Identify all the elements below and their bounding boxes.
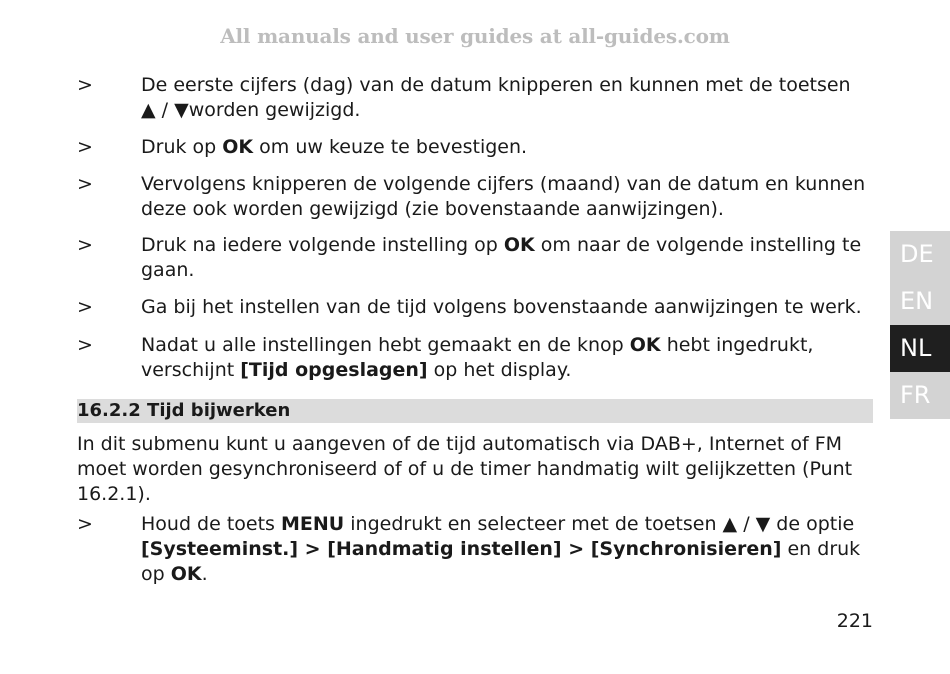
list-marker: > bbox=[77, 513, 93, 535]
list-item-text: Houd de toets MENU ingedrukt en selecteer met de toetsen ▲ / ▼ de optie [Systeeminst.] > [Handmatig instellen] > [Synchronisieren] en druk op OK. bbox=[141, 513, 861, 585]
list-marker: > bbox=[77, 173, 93, 195]
section-heading: 16.2.2 Tijd bijwerken bbox=[77, 399, 873, 423]
list-marker: > bbox=[77, 334, 93, 356]
tab-de[interactable]: DE bbox=[890, 231, 950, 278]
list-marker: > bbox=[77, 74, 93, 96]
list-marker: > bbox=[77, 234, 93, 256]
list-item bbox=[77, 172, 867, 222]
section-paragraph: In dit submenu kunt u aangeven of de tijd automatisch via DAB+, Internet of FM moet worden gesynchroniseerd of of u de timer handmatig wilt gelijkzetten (Punt 16.2.1). bbox=[77, 433, 853, 505]
list-marker: > bbox=[77, 296, 93, 318]
tab-nl[interactable]: NL bbox=[890, 325, 950, 372]
page-number: 221 bbox=[836, 610, 873, 632]
list-marker: > bbox=[77, 136, 93, 158]
list-item bbox=[77, 295, 867, 320]
list-item-text: Nadat u alle instellingen hebt gemaakt en de knop OK hebt ingedrukt, verschijnt [Tijd opgeslagen] op het display. bbox=[141, 334, 814, 381]
list-item bbox=[77, 333, 867, 383]
list-item bbox=[77, 512, 867, 587]
list-item bbox=[77, 233, 867, 283]
list-item bbox=[77, 73, 867, 123]
list-item-text: Ga bij het instellen van de tijd volgens bovenstaande aanwijzingen te werk. bbox=[141, 296, 862, 318]
list-item bbox=[77, 135, 867, 160]
list-item-text: Druk op OK om uw keuze te bevestigen. bbox=[141, 136, 528, 158]
language-tabs bbox=[890, 231, 950, 419]
tab-fr[interactable]: FR bbox=[890, 372, 950, 419]
list-item-text: Vervolgens knipperen de volgende cijfers (maand) van de datum en kunnen deze ook worden gewijzigd (zie bovenstaande aanwijzingen). bbox=[141, 173, 866, 220]
list-item-text: Druk na iedere volgende instelling op OK om naar de volgende instelling te gaan. bbox=[141, 234, 862, 281]
list-item-text: De eerste cijfers (dag) van de datum knipperen en kunnen met de toetsen ▲ / ▼worden gewijzigd. bbox=[141, 74, 851, 121]
tab-en[interactable]: EN bbox=[890, 278, 950, 325]
watermark-text: All manuals and user guides at all-guides.com bbox=[220, 24, 730, 48]
